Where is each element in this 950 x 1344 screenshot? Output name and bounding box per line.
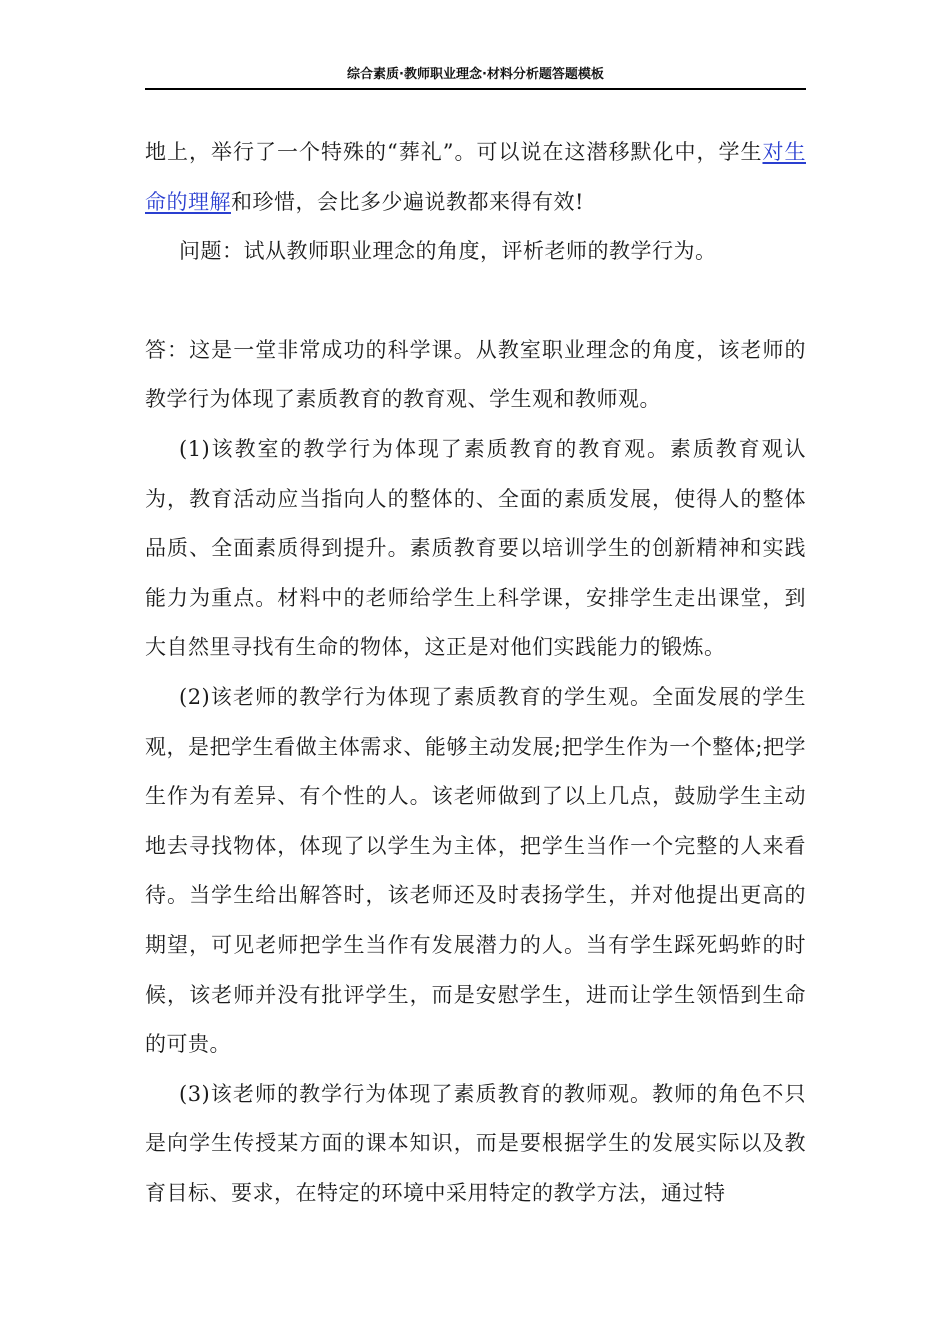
inline-link[interactable]: 对生命的理解 [145,140,806,214]
paragraph-spacer [145,277,806,326]
answer-point-3: (3)该老师的教学行为体现了素质教育的教师观。教师的角色不只是向学生传授某方面的课本知识，而是要根据学生的发展实际以及教育目标、要求，在特定的环境中采用特定的教学方法，通过特 [145,1081,806,1205]
answer-point-2: (2)该老师的教学行为体现了素质教育的学生观。全面发展的学生观，是把学生看做主体需求、能够主动发展;把学生作为一个整体;把学生作为有差异、有个性的人。该老师做到了以上几点，鼓励学生主动地去寻找物体，体现了以学生为主体，把学生当作一个完整的人来看待。当学生给出解答时，该老师还及时表扬学生，并对他提出更高的期望，可见老师把学生当作有发展潜力的人。当有学生踩死蚂蚱的时候，该老师并没有批评学生，而是安慰学生，进而让学生领悟到生命的可贵。 [145,684,806,1057]
page-header [145,66,806,90]
answer-intro: 答：这是一堂非常成功的科学课。从教室职业理念的角度，该老师的教学行为体现了素质教育的教育观、学生观和教师观。 [145,337,806,412]
document-body [145,128,806,1218]
material-line-2: 和珍惜，会比多少遍说教都来得有效! [231,189,584,214]
header-title: 综合素质·教师职业理念·材料分析题答题模板 [347,67,604,82]
answer-point-1: (1)该教室的教学行为体现了素质教育的教育观。素质教育观认为，教育活动应当指向人的整体的、全面的素质发展，使得人的整体品质、全面素质得到提升。素质教育要以培训学生的创新精神和实践能力为重点。材料中的老师给学生上科学课，安排学生走出课堂，到大自然里寻找有生命的物体，这正是对他们实践能力的锻炼。 [145,436,806,660]
material-line-1: 地上，举行了一个特殊的“葬礼”。可以说在这潜移默化中，学生 [145,140,763,164]
material-paragraph [145,128,806,227]
question-paragraph: 问题：试从教师职业理念的角度，评析老师的教学行为。 [179,239,717,264]
